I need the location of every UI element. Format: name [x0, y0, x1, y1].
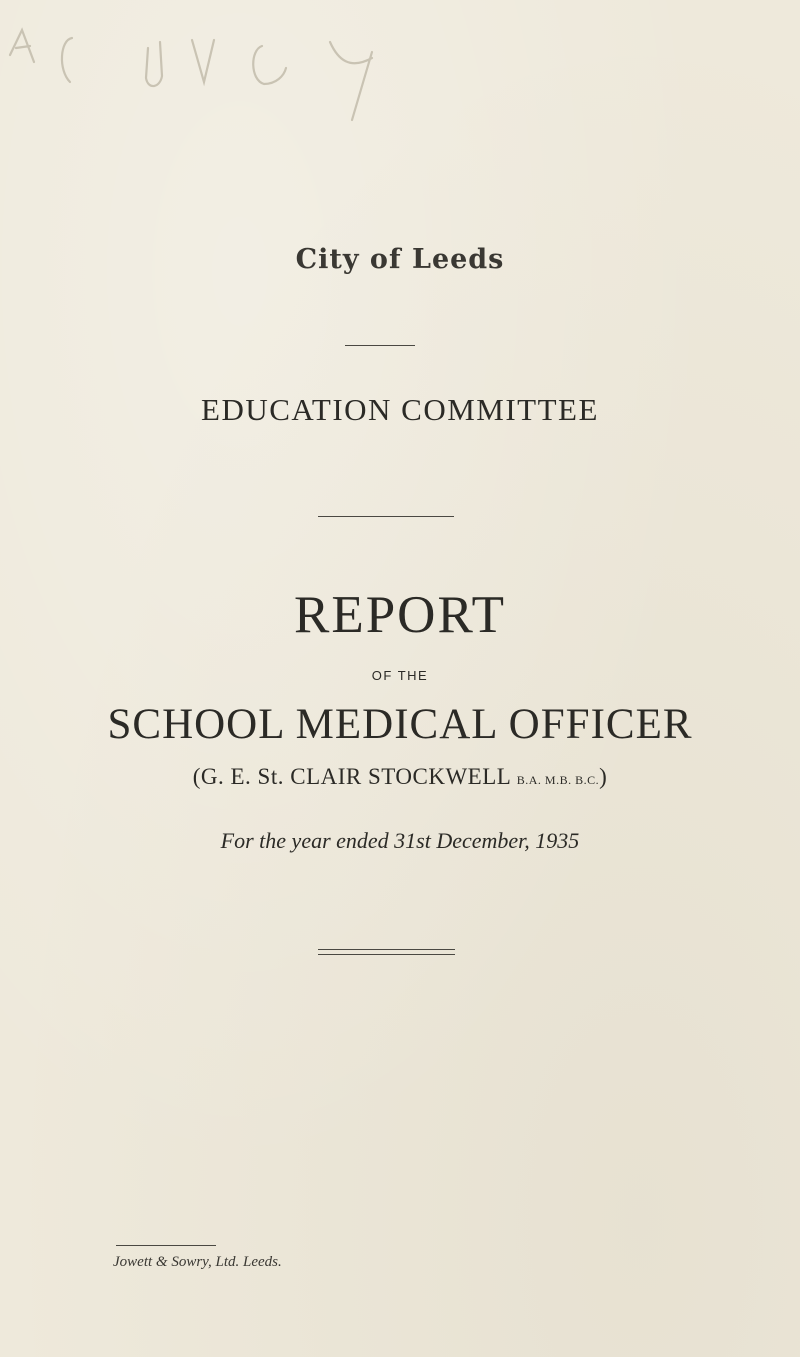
committee-heading: EDUCATION COMMITTEE	[201, 392, 599, 427]
city-of-leeds-heading: City of Leeds	[295, 244, 505, 275]
author-close-paren: )	[599, 764, 608, 789]
divider-short	[345, 345, 415, 346]
author-name: G. E. St. CLAIR STOCKWELL	[200, 764, 511, 789]
report-subtitle: SCHOOL MEDICAL OFFICER	[107, 701, 693, 748]
divider-medium	[318, 516, 454, 517]
report-period: For the year ended 31st December, 1935	[220, 828, 580, 853]
of-the-label: OF THE	[371, 668, 429, 683]
handwritten-mark	[0, 0, 420, 130]
double-rule-bottom	[318, 954, 455, 955]
author-line	[0, 764, 800, 790]
author-open-paren: (	[192, 764, 201, 789]
printer-imprint: Jowett & Sowry, Ltd. Leeds.	[113, 1254, 282, 1270]
report-title: REPORT	[293, 586, 507, 644]
author-qualifications: B.A. M.B. B.C.	[516, 773, 600, 787]
double-rule-top	[318, 949, 455, 950]
footer-rule	[116, 1245, 216, 1246]
